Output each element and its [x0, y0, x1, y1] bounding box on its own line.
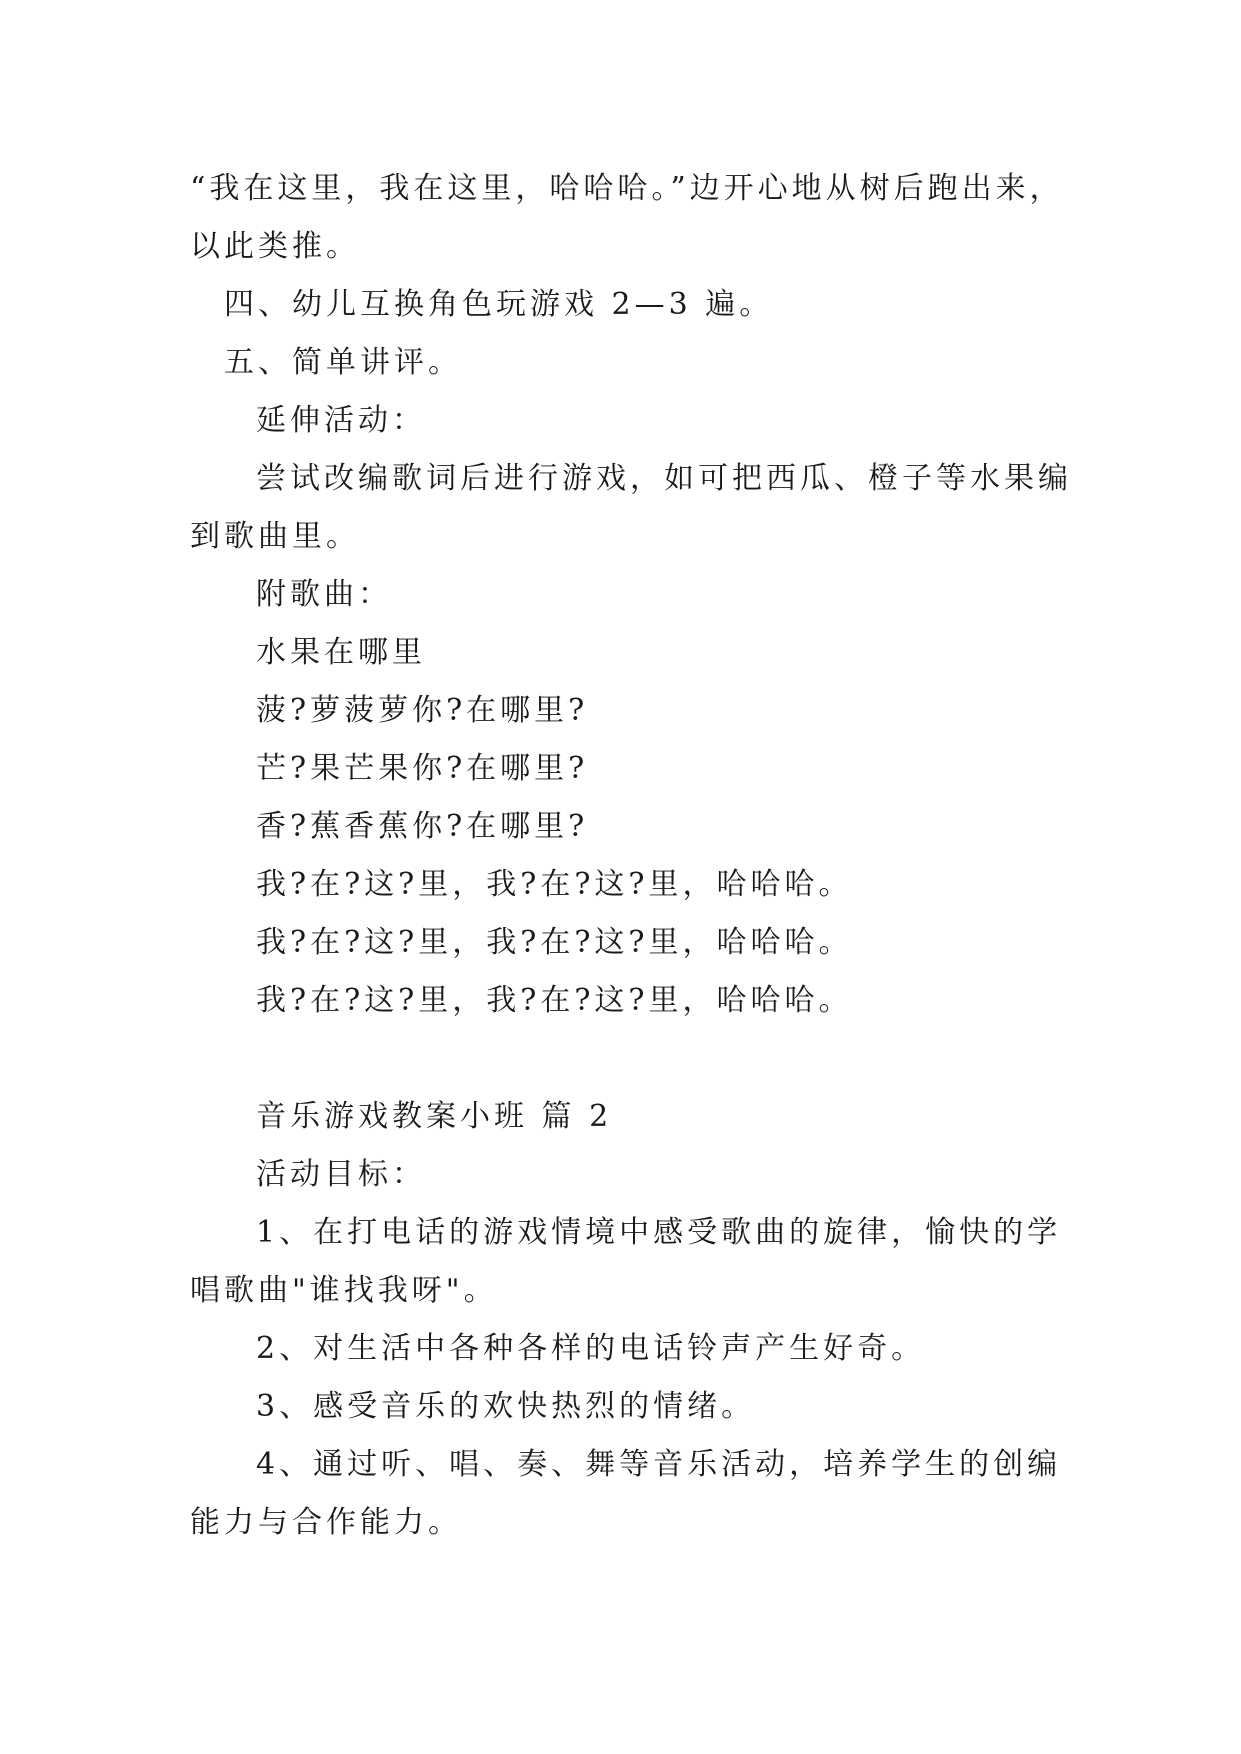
song-lyric-line: 我?在?这?里，我?在?这?里，哈哈哈。 [256, 867, 853, 902]
goal-1-cont: 唱歌曲"谁找我呀"。 [190, 1273, 498, 1308]
goal-3: 3、感受音乐的欢快热烈的情绪。 [256, 1389, 756, 1424]
extension-heading: 延伸活动： [256, 403, 426, 438]
song-lyric-line: 我?在?这?里，我?在?这?里，哈哈哈。 [256, 983, 853, 1018]
text-line: “我在这里，我在这里，哈哈哈。”边开心地从树后跑出来， [190, 171, 1064, 206]
extension-text: 尝试改编歌词后进行游戏，如可把西瓜、橙子等水果编 [256, 461, 1072, 496]
section-2-title: 音乐游戏教案小班 篇 2 [256, 1099, 613, 1134]
text-line: 以此类推。 [190, 229, 360, 264]
song-title: 水果在哪里 [256, 635, 426, 670]
step-5: 五、简单讲评。 [224, 345, 462, 380]
spacer [190, 1030, 1050, 1088]
song-lyric-line: 菠?萝菠萝你?在哪里? [256, 693, 589, 728]
goal-4-cont: 能力与合作能力。 [190, 1505, 462, 1540]
goals-heading: 活动目标： [256, 1157, 426, 1192]
goal-4: 4、通过听、唱、奏、舞等音乐活动，培养学生的创编 [256, 1447, 1062, 1482]
extension-text-cont: 到歌曲里。 [190, 519, 360, 554]
song-lyric-line: 我?在?这?里，我?在?这?里，哈哈哈。 [256, 925, 853, 960]
step-4: 四、幼儿互换角色玩游戏 2—3 遍。 [224, 287, 774, 322]
song-lyric-line: 香?蕉香蕉你?在哪里? [256, 809, 589, 844]
document-page [190, 160, 1072, 1552]
goal-2: 2、对生活中各种各样的电话铃声产生好奇。 [256, 1331, 926, 1366]
song-heading: 附歌曲： [256, 577, 392, 612]
song-lyric-line: 芒?果芒果你?在哪里? [256, 751, 589, 786]
goal-1: 1、在打电话的游戏情境中感受歌曲的旋律，愉快的学 [256, 1215, 1062, 1250]
